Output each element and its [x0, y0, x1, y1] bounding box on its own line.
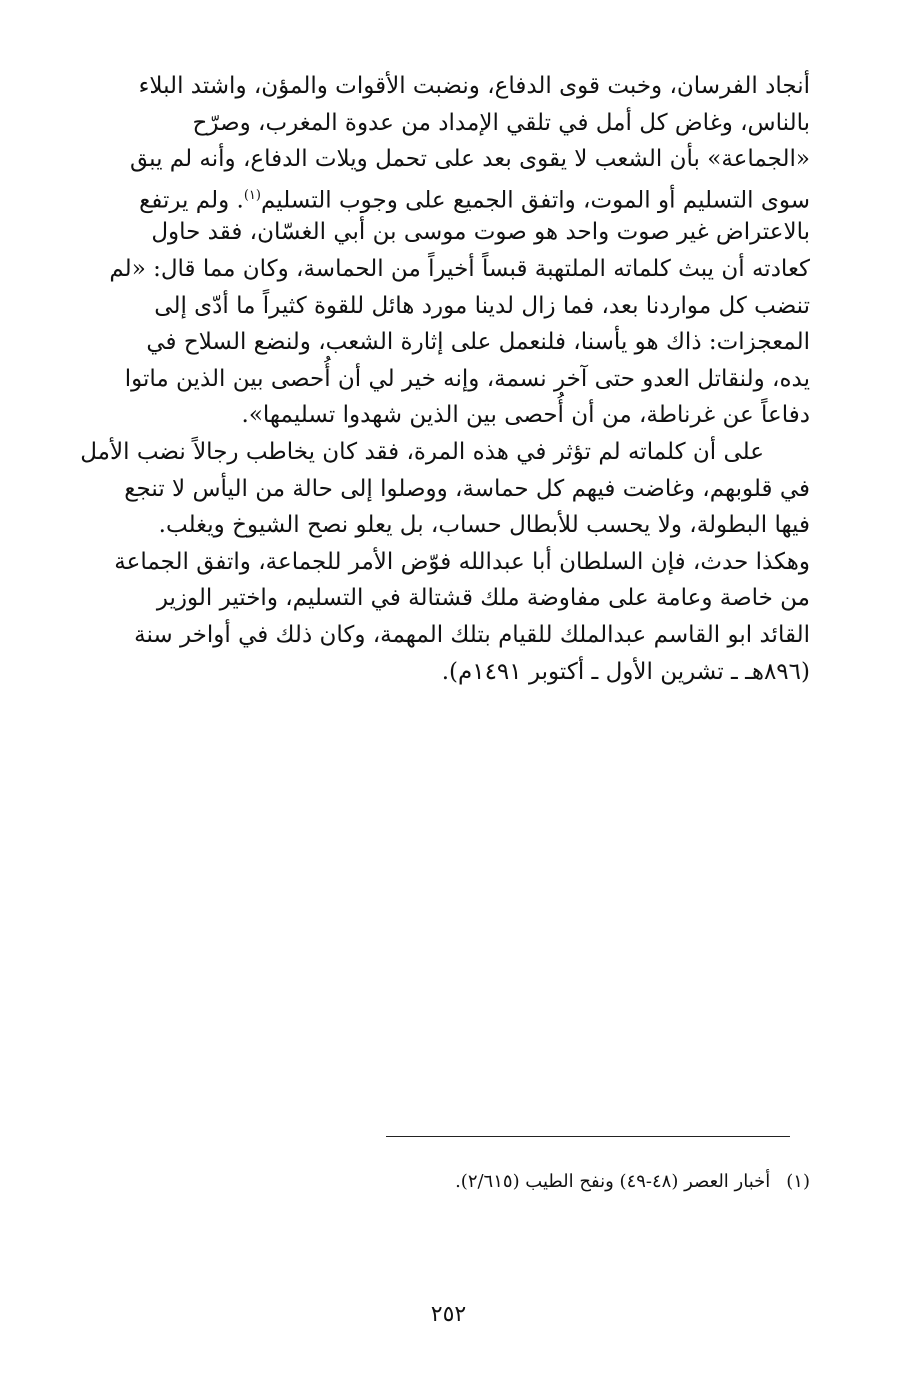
footnote-reference[interactable]: (١) [243, 187, 261, 203]
footnote-divider [386, 1136, 790, 1137]
text-line-17: (٨٩٦هـ ـ تشرين الأول ـ أكتوبر ١٤٩١م). [441, 658, 810, 685]
text-line-6: كعادته أن يبث كلماته الملتهبة قبساً أخيراً من الحماسة، وكان مما قال: «لم [109, 255, 810, 282]
text-line-11: على أن كلماته لم تؤثر في هذه المرة، فقد كان يخاطب رجالاً نضب الأمل [80, 438, 764, 465]
text-line-1: أنجاد الفرسان، وخبت قوى الدفاع، ونضبت الأقوات والمؤن، واشتد البلاء [138, 73, 810, 99]
text-line-10: دفاعاً عن غرناطة، من أن أُحصى بين الذين شهدوا تسليمها». [241, 402, 810, 429]
text-line-8: المعجزات: ذاك هو يأسنا، فلنعمل على إثارة الشعب، ولنضع السلاح في [146, 329, 810, 356]
text-line-4-main: سوى التسليم أو الموت، واتفق الجميع على وجوب التسليم [260, 187, 810, 214]
text-line-7: تنضب كل مواردنا بعد، فما زال لدينا مورد هائل للقوة كثيراً ما أدّى إلى [154, 292, 810, 319]
text-line-14: وهكذا حدث، فإن السلطان أبا عبدالله فوّض الأمر للجماعة، واتفق الجماعة [114, 548, 810, 575]
text-line-4 [76, 178, 810, 215]
body-text [76, 68, 810, 690]
text-line-15: من خاصة وعامة على مفاوضة ملك قشتالة في التسليم، واختير الوزير [156, 585, 810, 612]
text-line-9: يده، ولنقاتل العدو حتى آخر نسمة، وإنه خير لي أن أُحصى بين الذين ماتوا [124, 365, 810, 392]
page-number: ٢٥٢ [430, 1302, 467, 1327]
footnote-number: (١) [786, 1171, 810, 1192]
text-line-13: فيها البطولة، ولا يحسب للأبطال حساب، بل يعلو نصح الشيوخ ويغلب. [158, 512, 810, 539]
text-line-4-end: . ولم يرتفع [139, 187, 244, 214]
text-line-5: بالاعتراض غير صوت واحد هو صوت موسى بن أبي الغسّان، فقد حاول [151, 219, 810, 246]
footnote-text: أخبار العصر (٤٨-٤٩) ونفح الطيب (٢/٦١٥). [455, 1171, 771, 1192]
text-line-16: القائد ابو القاسم عبدالملك للقيام بتلك المهمة، وكان ذلك في أواخر سنة [134, 621, 810, 648]
text-line-2: بالناس، وغاض كل أمل في تلقي الإمداد من عدوة المغرب، وصرّح [192, 109, 810, 136]
text-line-3: «الجماعة» بأن الشعب لا يقوى بعد على تحمل ويلات الدفاع، وأنه لم يبق [129, 146, 810, 173]
footnote [76, 1168, 810, 1196]
text-line-12: في قلوبهم، وغاضت فيهم كل حماسة، ووصلوا إلى حالة من اليأس لا تنجع [124, 475, 810, 502]
